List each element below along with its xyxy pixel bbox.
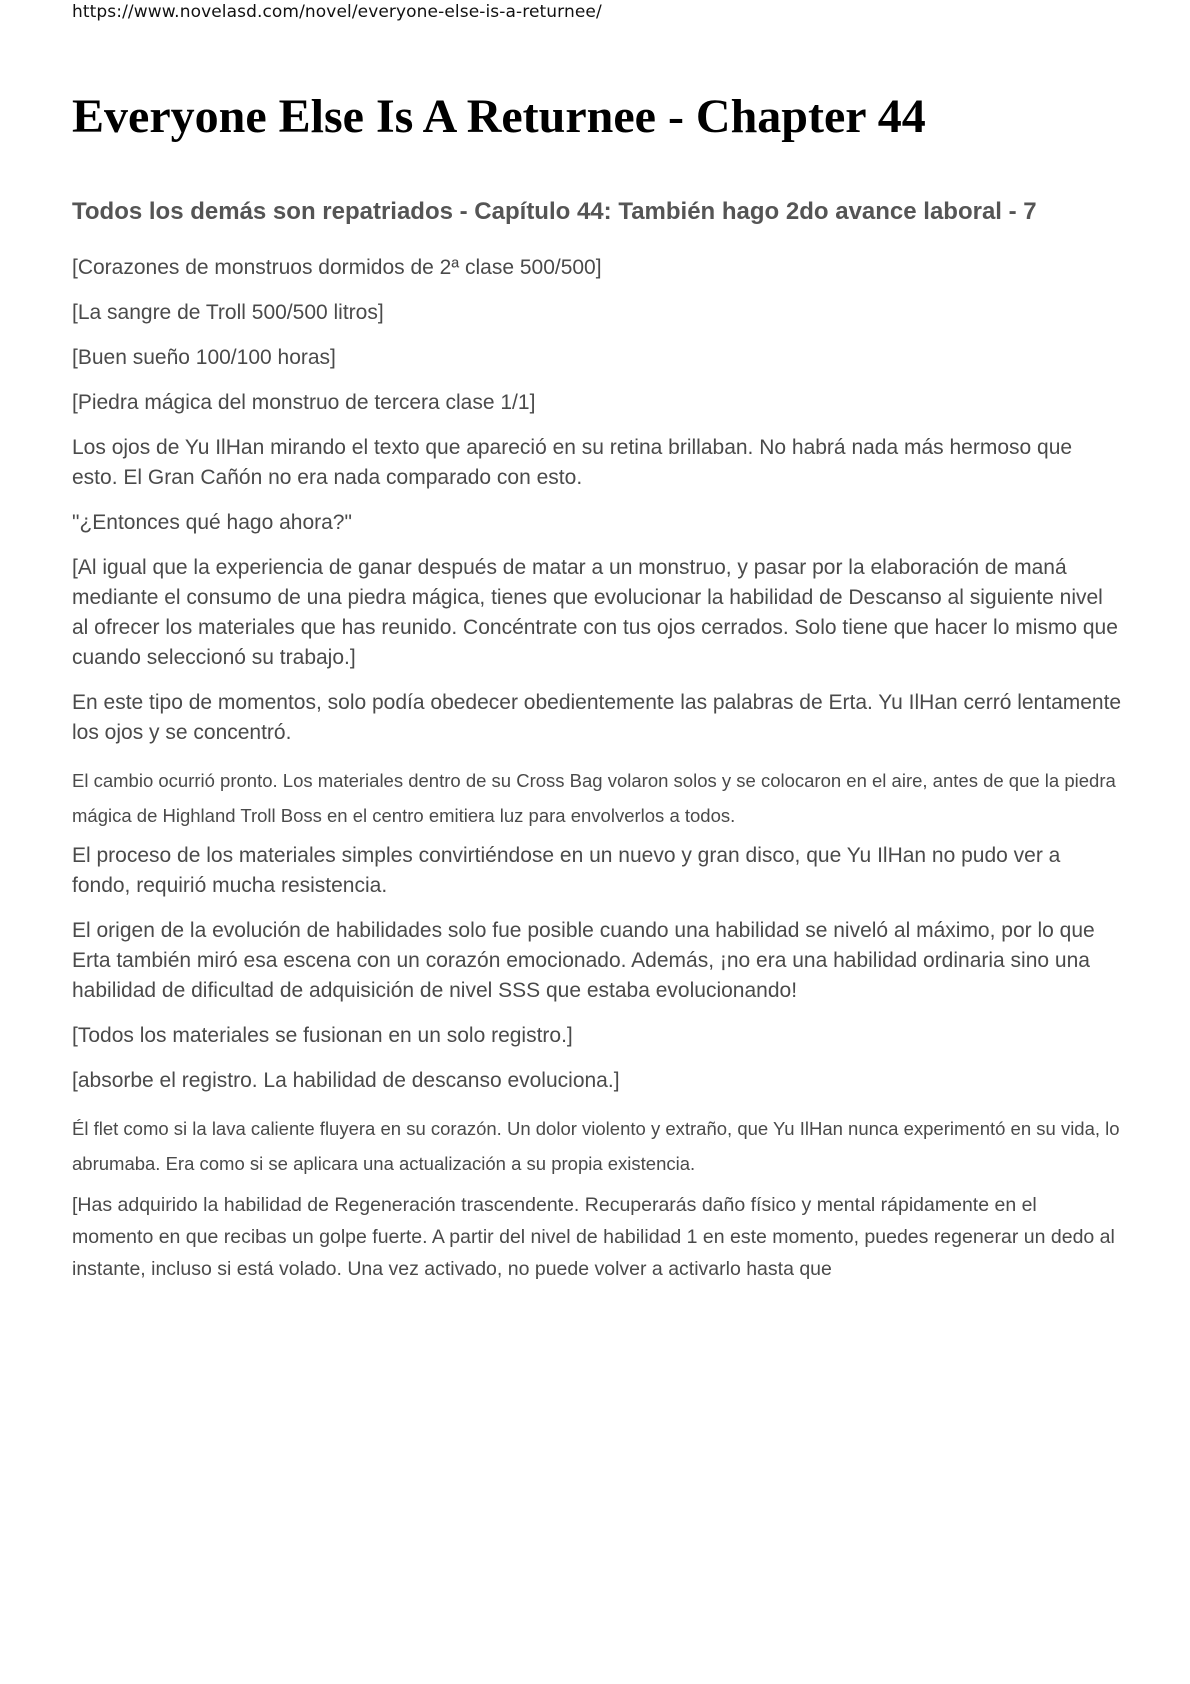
document-page <box>72 88 1122 1293</box>
paragraph: En este tipo de momentos, solo podía obedecer obedientemente las palabras de Erta. Yu IlHan cerró lentamente los ojos y se concentró. <box>72 690 1122 744</box>
paragraph: El origen de la evolución de habilidades solo fue posible cuando una habilidad se niveló al máximo, por lo que Erta también miró esa escena con un corazón emocionado. Además, ¡no era una habilidad ordinaria sino una habilidad de dificultad de adquisición de nivel SSS que estaba evolucionando! <box>72 918 1095 1002</box>
paragraph: [Todos los materiales se fusionan en un solo registro.] <box>72 1023 573 1047</box>
paragraph: [Buen sueño 100/100 horas] <box>72 345 336 369</box>
chapter-title: Everyone Else Is A Returnee - Chapter 44 <box>72 90 926 143</box>
paragraph: [Corazones de monstruos dormidos de 2ª clase 500/500] <box>72 255 602 279</box>
chapter-subtitle: Todos los demás son repatriados - Capítulo 44: También hago 2do avance laboral - 7 <box>72 197 1037 225</box>
paragraph: [Piedra mágica del monstruo de tercera clase 1/1] <box>72 390 536 414</box>
paragraph: El cambio ocurrió pronto. Los materiales dentro de su Cross Bag volaron solos y se colocaron en el aire, antes de que la piedra mágica de Highland Troll Boss en el centro emitiera luz para envolverlos a todos. <box>72 769 1116 826</box>
paragraph: Él flet como si la lava caliente fluyera en su corazón. Un dolor violento y extraño, que Yu IlHan nunca experimentó en su vida, lo abrumaba. Era como si se aplicara una actualización a su propia existencia. <box>72 1117 1120 1174</box>
source-url: https://www.novelasd.com/novel/everyone-else-is-a-returnee/ <box>72 2 602 22</box>
paragraph: [La sangre de Troll 500/500 litros] <box>72 300 384 324</box>
chapter-body <box>72 253 1122 1285</box>
paragraph: Los ojos de Yu IlHan mirando el texto que apareció en su retina brillaban. No habrá nada más hermoso que esto. El Gran Cañón no era nada comparado con esto. <box>72 435 1073 489</box>
paragraph: [absorbe el registro. La habilidad de descanso evoluciona.] <box>72 1068 620 1092</box>
paragraph: [Has adquirido la habilidad de Regeneración trascendente. Recuperarás daño físico y mental rápidamente en el momento en que recibas un golpe fuerte. A partir del nivel de habilidad 1 en este momento, puedes regenerar un dedo al instante, incluso si está volado. Una vez activado, no puede volver a activarlo hasta que <box>72 1193 1115 1280</box>
paragraph: [Al igual que la experiencia de ganar después de matar a un monstruo, y pasar por la elaboración de maná mediante el consumo de una piedra mágica, tienes que evolucionar la habilidad de Descanso al siguiente nivel al ofrecer los materiales que has reunido. Concéntrate con tus ojos cerrados. Solo tiene que hacer lo mismo que cuando seleccionó su trabajo.] <box>72 555 1118 669</box>
paragraph: "¿Entonces qué hago ahora?" <box>72 510 352 534</box>
paragraph: El proceso de los materiales simples convirtiéndose en un nuevo y gran disco, que Yu IlHan no pudo ver a fondo, requirió mucha resistencia. <box>72 843 1061 897</box>
